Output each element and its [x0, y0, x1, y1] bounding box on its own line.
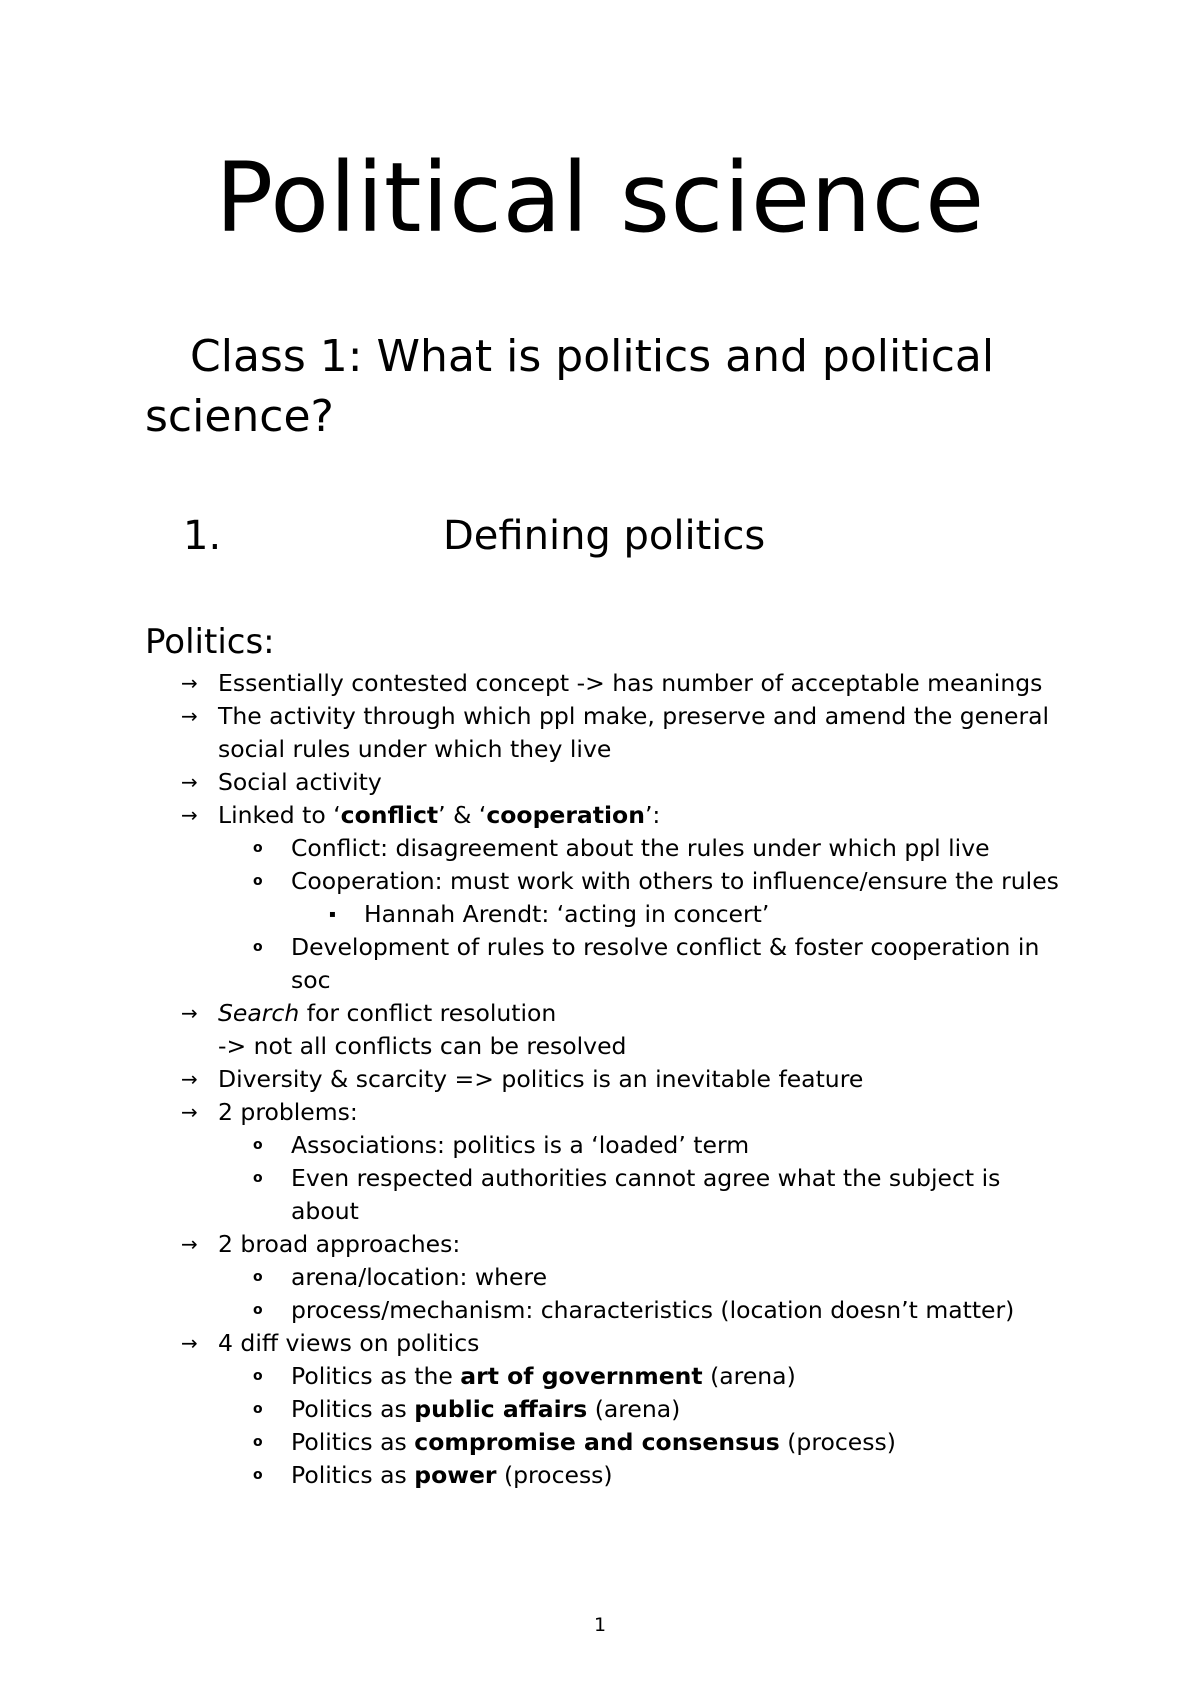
- hollow-circle-bullet-icon: o: [253, 1434, 263, 1450]
- class-subtitle: Class 1: What is politics and political science?: [145, 331, 995, 442]
- arrow-right-icon: →: [181, 671, 198, 695]
- note-item: [145, 1393, 1075, 1426]
- hollow-circle-bullet-icon: o: [253, 1137, 263, 1153]
- note-item: [145, 1228, 1075, 1261]
- page-number: 1: [593, 1614, 607, 1636]
- note-item: [145, 799, 1075, 832]
- note-item: [145, 865, 1075, 898]
- note-text-part: process/mechanism: characteristics (location doesn’t matter): [291, 1296, 1015, 1324]
- square-bullet-icon: ▪: [329, 909, 336, 920]
- note-item: [145, 1426, 1075, 1459]
- hollow-circle-bullet-icon: o: [253, 1467, 263, 1483]
- section-number: 1.: [183, 513, 222, 559]
- note-text: [218, 1329, 479, 1357]
- note-text-part: for conflict resolution: [299, 999, 557, 1027]
- note-text: [218, 999, 556, 1027]
- arrow-right-icon: →: [181, 1232, 198, 1256]
- note-text: [291, 1164, 1000, 1225]
- note-text: [218, 1065, 863, 1093]
- note-text-part: 2 problems:: [218, 1098, 358, 1126]
- note-item: [145, 1261, 1075, 1294]
- note-item: [145, 931, 1075, 997]
- note-text: [291, 1263, 547, 1291]
- note-text-part: Essentially contested concept -> has number of acceptable meanings: [218, 669, 1043, 697]
- note-text-part: The activity through which ppl make, preserve and amend the general social rules under which they live: [218, 702, 1050, 763]
- note-item: [145, 1162, 1075, 1228]
- note-text: [218, 669, 1042, 697]
- note-emphasis: conflict: [340, 801, 439, 829]
- document-title: Political science: [215, 142, 985, 254]
- arrow-right-icon: →: [181, 1001, 198, 1025]
- note-text: [291, 1395, 680, 1423]
- note-text-part: Politics as the: [291, 1362, 461, 1390]
- section-heading: [183, 508, 983, 564]
- note-text-part: 4 diff views on politics: [218, 1329, 480, 1357]
- arrow-right-icon: →: [181, 1100, 198, 1124]
- note-emphasis: power: [414, 1461, 497, 1489]
- note-text: [291, 1428, 896, 1456]
- note-text: [218, 801, 660, 829]
- note-text-part: Social activity: [218, 768, 382, 796]
- note-emphasis: Search: [218, 999, 300, 1027]
- note-text-part: Cooperation: must work with others to influence/ensure the rules: [291, 867, 1059, 895]
- note-item: [145, 766, 1075, 799]
- note-text-part: Associations: politics is a ‘loaded’ term: [291, 1131, 750, 1159]
- section-title: Defining politics: [443, 513, 766, 559]
- note-item: [145, 1129, 1075, 1162]
- note-text-part: -> not all conflicts can be resolved: [218, 1032, 627, 1060]
- note-text-part: (process): [496, 1461, 613, 1489]
- note-item: [145, 667, 1075, 700]
- note-item: [145, 1459, 1075, 1492]
- note-text: [291, 933, 1039, 994]
- note-text: [218, 768, 382, 796]
- note-item: [145, 700, 1075, 766]
- note-text: [364, 900, 769, 928]
- arrow-right-icon: →: [181, 1067, 198, 1091]
- hollow-circle-bullet-icon: o: [253, 873, 263, 889]
- note-item: [145, 1327, 1075, 1360]
- note-text: [291, 1131, 749, 1159]
- arrow-right-icon: →: [181, 770, 198, 794]
- note-text: [218, 1098, 358, 1126]
- note-text: [218, 702, 1049, 763]
- note-item: [145, 898, 1075, 931]
- hollow-circle-bullet-icon: o: [253, 840, 263, 856]
- note-item: [145, 1360, 1075, 1393]
- hollow-circle-bullet-icon: o: [253, 939, 263, 955]
- arrow-right-icon: →: [181, 803, 198, 827]
- note-text-part: Diversity & scarcity => politics is an inevitable feature: [218, 1065, 864, 1093]
- note-text-part: Development of rules to resolve conflict & foster cooperation in soc: [291, 933, 1040, 994]
- note-text: [291, 1296, 1014, 1324]
- arrow-right-icon: →: [181, 1331, 198, 1355]
- note-text: [291, 867, 1059, 895]
- note-emphasis: art of government: [460, 1362, 703, 1390]
- note-item: [145, 1063, 1075, 1096]
- note-text-part: Conflict: disagreement about the rules under which ppl live: [291, 834, 990, 862]
- notes-list: [145, 667, 1075, 1492]
- note-emphasis: public affairs: [414, 1395, 588, 1423]
- note-text: [291, 1461, 613, 1489]
- hollow-circle-bullet-icon: o: [253, 1269, 263, 1285]
- note-text-part: (process): [779, 1428, 896, 1456]
- note-text-part: Politics as: [291, 1428, 415, 1456]
- note-text: [218, 1032, 626, 1060]
- note-text-part: Hannah Arendt: ‘acting in concert’: [364, 900, 770, 928]
- arrow-right-icon: →: [181, 704, 198, 728]
- hollow-circle-bullet-icon: o: [253, 1368, 263, 1384]
- note-text-part: Politics as: [291, 1461, 415, 1489]
- note-item: [145, 832, 1075, 865]
- note-text-part: 2 broad approaches:: [218, 1230, 461, 1258]
- note-item: [145, 1294, 1075, 1327]
- note-text: [291, 1362, 796, 1390]
- note-emphasis: compromise and consensus: [414, 1428, 780, 1456]
- note-text-part: (arena): [587, 1395, 681, 1423]
- note-emphasis: cooperation: [486, 801, 645, 829]
- note-text: [218, 1230, 460, 1258]
- hollow-circle-bullet-icon: o: [253, 1170, 263, 1186]
- hollow-circle-bullet-icon: o: [253, 1401, 263, 1417]
- note-item: [145, 1096, 1075, 1129]
- note-text-part: Linked to ‘: [218, 801, 341, 829]
- note-text-part: (arena): [702, 1362, 796, 1390]
- note-text-part: Even respected authorities cannot agree what the subject is about: [291, 1164, 1001, 1225]
- note-text: [291, 834, 990, 862]
- note-item: [145, 997, 1075, 1030]
- note-text-part: ’ & ‘: [438, 801, 487, 829]
- note-item: [145, 1030, 1075, 1063]
- note-text-part: Politics as: [291, 1395, 415, 1423]
- note-text-part: ’:: [644, 801, 661, 829]
- hollow-circle-bullet-icon: o: [253, 1302, 263, 1318]
- topic-heading: Politics:: [145, 622, 275, 662]
- note-text-part: arena/location: where: [291, 1263, 548, 1291]
